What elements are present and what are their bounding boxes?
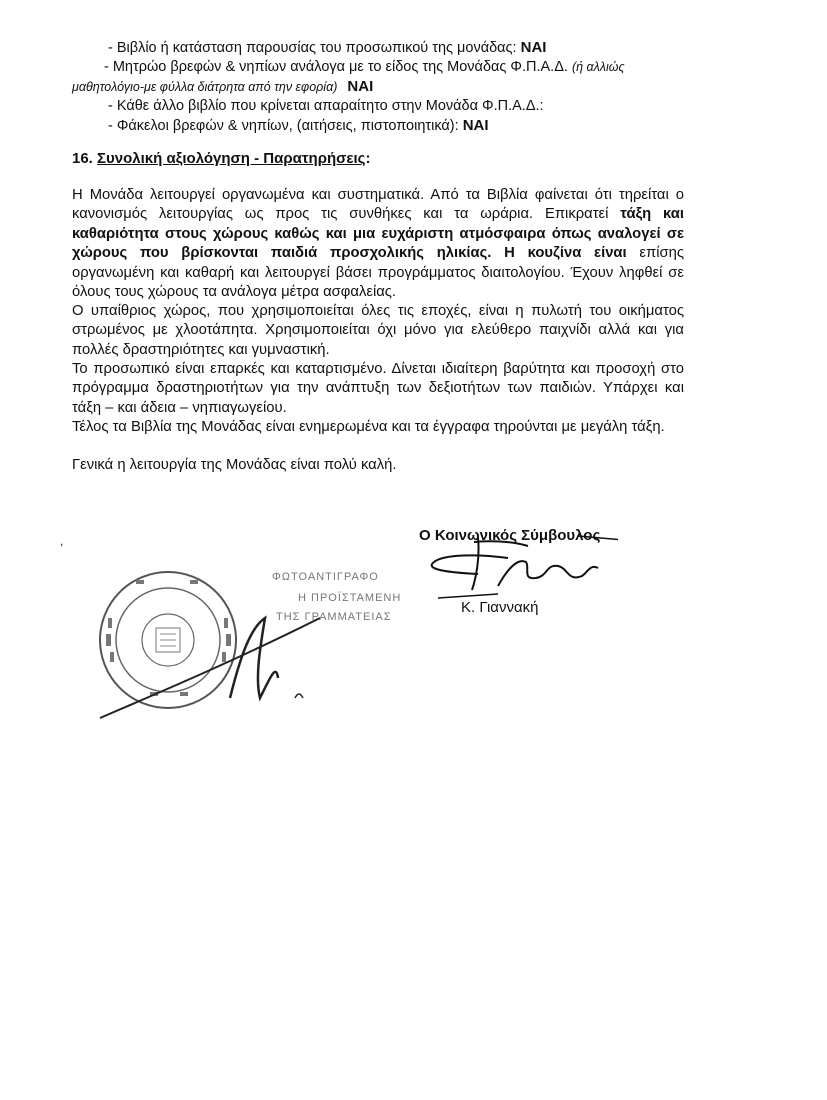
yes-value: ΝΑΙ	[462, 117, 489, 134]
list-item-registry-cont	[72, 77, 373, 97]
signatory-name: Κ. Γιαννακή	[461, 599, 539, 616]
paragraph-conclusion	[72, 456, 684, 475]
paragraph-text: Η Μονάδα λειτουργεί οργανωμένα και συστηματικά. Από τα Βιβλία φαίνεται ότι τηρείται ο κανονισμός λειτουργίας ως προς τις συνθήκες και τα ωράρια. Επικρατεί	[72, 187, 684, 223]
paragraph-books	[72, 418, 684, 437]
paragraph-text: Το προσωπικό είναι επαρκές και καταρτισμένο. Δίνεται ιδιαίτερη βαρύτητα και προσοχή στο πρόγραμμα δραστηριοτήτων για την ανάπτυξη των δεξιοτήτων των παιδιών. Υπάρχει και τάξη – και άδεια – νηπιαγωγείου.	[72, 361, 684, 416]
paragraph-general	[72, 186, 684, 302]
list-item-text: - Φάκελοι βρεφών & νηπίων, (αιτήσεις, πιστοποιητικά):	[108, 118, 463, 134]
list-item-note: (ή αλλιώς	[571, 60, 625, 74]
section-colon: :	[365, 150, 371, 167]
paragraph-bold-text: τάξη και καθαριότητα στους χώρους καθώς και μια ευχάριστη ατμόσφαιρα όπως αναλογεί σε χώρους που βρίσκονται παιδιά προσχολικής ηλικίας. Η κουζίνα είναι	[72, 206, 685, 262]
paragraph-text: επίσης οργανωμένη και καθαρή και λειτουργεί βάσει προγράμματος διαιτολογίου. Έχουν ληφθεί σε όλους τους χώρους τα ανάλογα μέτρα ασφαλείας.	[72, 245, 684, 301]
list-item-registry	[104, 58, 625, 77]
section-heading	[72, 150, 371, 167]
paragraph-text: Γενικά η λειτουργία της Μονάδας είναι πολύ καλή.	[72, 457, 397, 473]
list-item-text: - Βιβλίο ή κατάσταση παρουσίας του προσωπικού της μονάδας:	[108, 40, 521, 56]
signatory-title: Ο Κοινωνικός Σύμβουλος	[419, 527, 601, 544]
paragraph-outdoor	[72, 302, 684, 360]
stamp-line: ΦΩΤΟΑΝΤΙΓΡΑΦΟ	[272, 571, 379, 583]
list-item-text: - Μητρώο βρεφών & νηπίων ανάλογα με το είδος της Μονάδας Φ.Π.Α.Δ.	[104, 59, 572, 75]
section-title: Συνολική αξιολόγηση - Παρατηρήσεις	[97, 150, 366, 167]
list-item-attendance	[108, 38, 546, 58]
stamp-line: Η ΠΡΟΪΣΤΑΜΕΝΗ	[298, 592, 402, 604]
section-number: 16.	[72, 150, 98, 167]
list-item-other-books	[108, 97, 544, 116]
yes-value: ΝΑΙ	[347, 78, 374, 95]
paragraph-staff	[72, 360, 684, 418]
margin-mark: ,	[60, 534, 64, 548]
yes-value: ΝΑΙ	[520, 39, 547, 56]
paragraph-text: Ο υπαίθριος χώρος, που χρησιμοποιείται όλες τις εποχές, είναι η πυλωτή του οικήματος στρωμένος με χλοοτάπητα. Χρησιμοποιείται όχι μόνο για ελεύθερο παιχνίδι αλλά και για πολλές δραστηριότητες και γυμναστική.	[72, 303, 684, 358]
stamp-line: ΤΗΣ ΓΡΑΜΜΑΤΕΙΑΣ	[276, 611, 392, 623]
list-item-folders	[108, 116, 489, 136]
list-item-text: - Κάθε άλλο βιβλίο που κρίνεται απαραίτητο στην Μονάδα Φ.Π.Α.Δ.:	[108, 98, 544, 114]
list-item-note: μαθητολόγιο-με φύλλα διάτρητα από την εφορία)	[72, 80, 338, 94]
handwritten-signature	[418, 528, 618, 608]
paragraph-text: Τέλος τα Βιβλία της Μονάδας είναι ενημερωμένα και τα έγγραφα τηρούνται με μεγάλη τάξη.	[72, 419, 665, 435]
